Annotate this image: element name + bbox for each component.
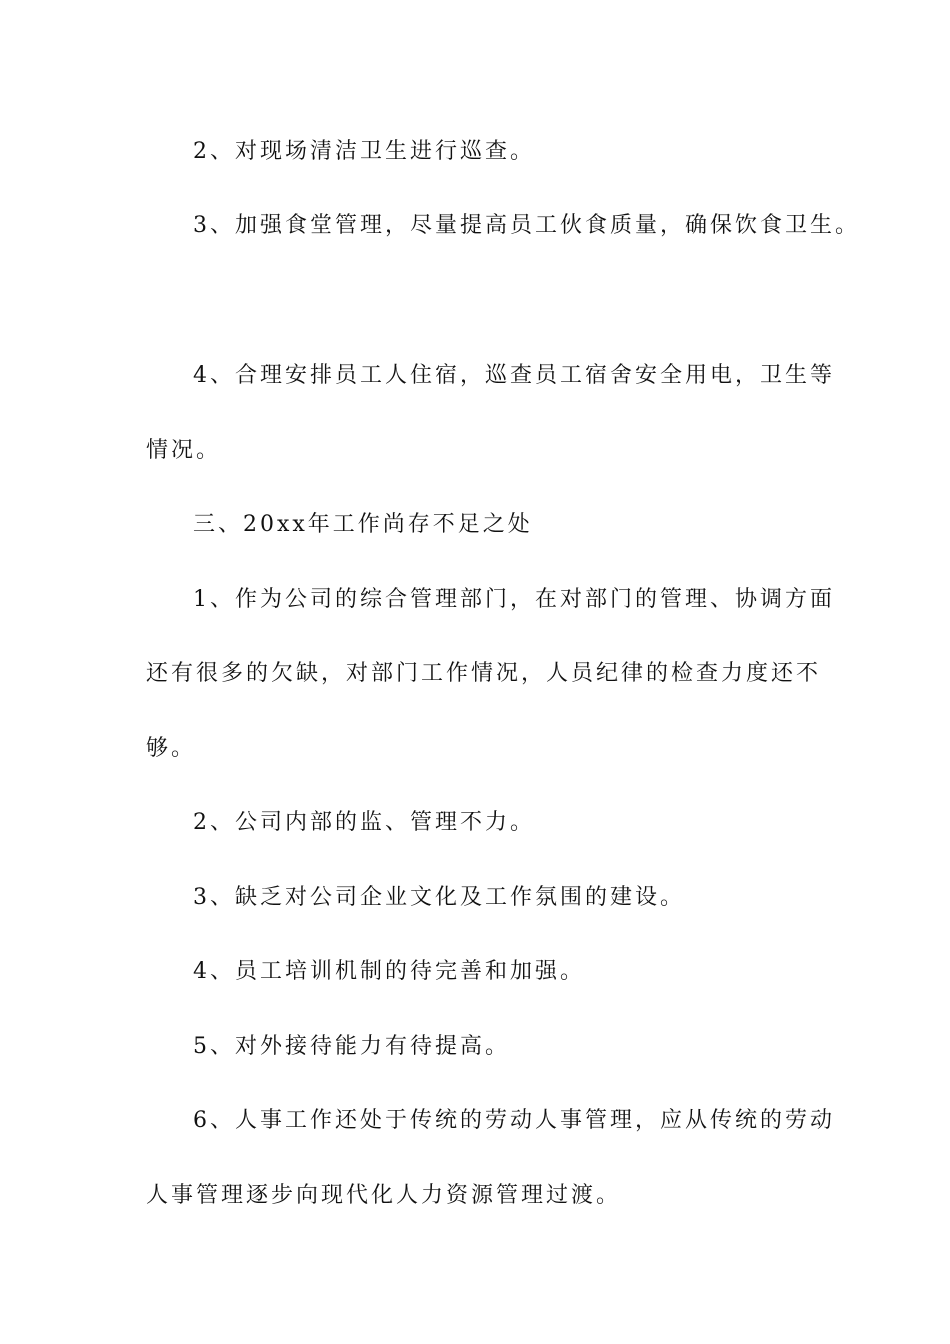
paragraph-line: 情况。: [146, 438, 222, 463]
paragraph-line: 够。: [146, 736, 197, 761]
paragraph-line: 人事管理逐步向现代化人力资源管理过渡。: [146, 1183, 622, 1208]
paragraph-line: 1、作为公司的综合管理部门，在对部门的管理、协调方面: [193, 587, 835, 612]
paragraph-line: 5、对外接待能力有待提高。: [193, 1034, 510, 1059]
section-heading: 三、20xx年工作尚存不足之处: [193, 512, 533, 537]
paragraph-line: 3、加强食堂管理，尽量提高员工伙食质量，确保饮食卫生。: [193, 213, 860, 238]
paragraph-line: 3、缺乏对公司企业文化及工作氛围的建设。: [193, 885, 685, 910]
paragraph-line: 4、合理安排员工人住宿，巡查员工宿舍安全用电，卫生等: [193, 363, 835, 388]
paragraph-line: 2、公司内部的监、管理不力。: [193, 810, 535, 835]
paragraph-line: 还有很多的欠缺，对部门工作情况，人员纪律的检查力度还不: [146, 661, 822, 686]
paragraph-line: 6、人事工作还处于传统的劳动人事管理，应从传统的劳动: [193, 1108, 835, 1133]
paragraph-line: 2、对现场清洁卫生进行巡查。: [193, 139, 535, 164]
paragraph-line: 4、员工培训机制的待完善和加强。: [193, 959, 585, 984]
